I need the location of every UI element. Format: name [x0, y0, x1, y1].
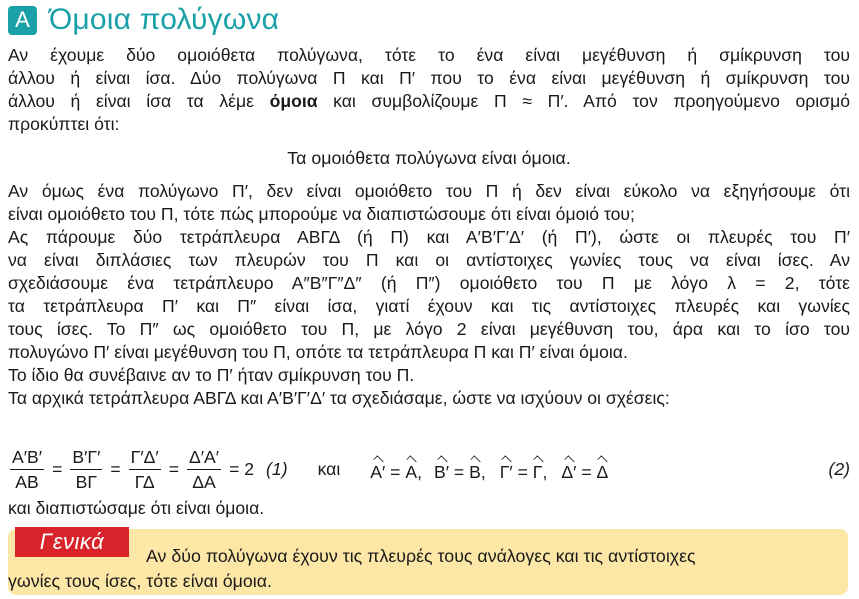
ratio-value: = 2 [229, 458, 255, 479]
fraction: $\frac{\Gamma'\Delta'}{\Gamma\Delta}$ [130, 446, 159, 492]
conjunction: και [317, 458, 341, 479]
text-line: να είναι διπλάσιες των πλευρών του Π και οι αντίστοιχες γωνίες τους να είναι ίσες. Αν [8, 250, 850, 270]
section-header [8, 2, 279, 38]
key-statement: Τα ομοιόθετα πολύγωνα είναι όμοια. [287, 148, 571, 168]
text-line: άλλου ή είναι ίσα. Δύο πολύγωνα Π και Π′ που το ένα είναι μεγέθυνση ή σμίκρυνση του [8, 68, 850, 88]
angle-equality: Α′ = Α, [370, 456, 422, 483]
general-tag: Γενικά [15, 527, 129, 557]
rule-line: γωνίες τους ίσες, τότε είναι όμοια. [8, 571, 272, 591]
angle-equality: Γ′ = Γ, [500, 456, 548, 483]
equation-label-2: (2) [828, 458, 850, 479]
intro-paragraph [8, 44, 850, 136]
text-line: Ας πάρουμε δύο τετράπλευρα ΑΒΓΔ (ή Π) και Α′Β′Γ′Δ′ (ή Π′), ώστε οι πλευρές του Π′ [8, 227, 850, 247]
text-line: είναι ομοιόθετο του Π, τότε πώς μπορούμε να διαπιστώσουμε ότι είναι όμοιό του; [8, 204, 635, 224]
text-line: Το ίδιο θα συνέβαινε αν το Π′ ήταν σμίκρυνση του Π. [8, 365, 415, 385]
text-line: Αν όμως ένα πολύγωνο Π′, δεν είναι ομοιόθετο του Π ή δεν είναι εύκολο να εξηγήσουμε ότι [8, 181, 850, 201]
ratio-equation: $\frac{A'B'}{AB}$ = $\frac{B'\Gamma'}{B\Gamma}$ = $\frac{\Gamma'\Delta'}{\Gamma\Delta}$ = $\frac{\Delta'A'}{\Delta A}$ = 2 (1) και Α′ = Α, Β′ = Β, Γ′ = Γ, Δ′ = Δ (2) [12, 446, 850, 492]
text-line: άλλου ή είναι ίσα τα λέμε όμοια και συμβολίζουμε Π ≈ Π′. Από τον προηγούμενο ορισμό [8, 91, 850, 111]
text-line: τους ίσες. Το Π″ ως ομοιόθετο του Π, με λόγο 2 είναι μεγέθυνση του, άρα και το ίσο του [8, 319, 850, 339]
text-line: τα τετράπλευρα Π′ και Π″ είναι ίσα, γιατί έχουν και τις αντίστοιχες πλευρές και γωνίες [8, 296, 850, 316]
section-title: Όμοια πολύγωνα [49, 3, 280, 36]
term-similar: όμοια [269, 91, 318, 111]
explanation-paragraph [8, 180, 850, 410]
text-line: πολυγώνο Π′ είναι μεγέθυνση του Π, οπότε τα τετράπλευρα Π και Π′ είναι όμοια. [8, 342, 628, 362]
fraction: $\frac{A'B'}{AB}$ [12, 446, 43, 492]
equation-label-1: (1) [266, 458, 288, 479]
text-line: Τα αρχικά τετράπλευρα ΑΒΓΔ και Α′Β′Γ′Δ′ τα σχεδιάσαμε, ώστε να ισχύουν οι σχέσεις: [8, 388, 670, 408]
fraction: $\frac{\Delta'A'}{\Delta A}$ [189, 446, 220, 492]
section-badge: Α [8, 6, 37, 35]
general-rule-text [8, 544, 838, 594]
angle-equality: Δ′ = Δ [561, 456, 608, 483]
rule-line: Αν δύο πολύγωνα έχουν τις πλευρές τους ανάλογες και τις αντίστοιχες [146, 546, 696, 566]
conclusion-line: και διαπιστώσαμε ότι είναι όμοια. [8, 498, 265, 518]
text-line: Αν έχουμε δύο ομοιόθετα πολύγωνα, τότε το ένα είναι μεγέθυνση ή σμίκρυνση του [8, 45, 850, 65]
text-line: σχεδιάσουμε ένα τετράπλευρο Α″Β″Γ″Δ″ (ή Π″) ομοιόθετο του Π με λόγο λ = 2, τότε [8, 273, 850, 293]
fraction: $\frac{B'\Gamma'}{B\Gamma}$ [72, 446, 101, 492]
text-line: προκύπτει ότι: [8, 114, 120, 134]
angle-equality: Β′ = Β, [434, 456, 486, 483]
